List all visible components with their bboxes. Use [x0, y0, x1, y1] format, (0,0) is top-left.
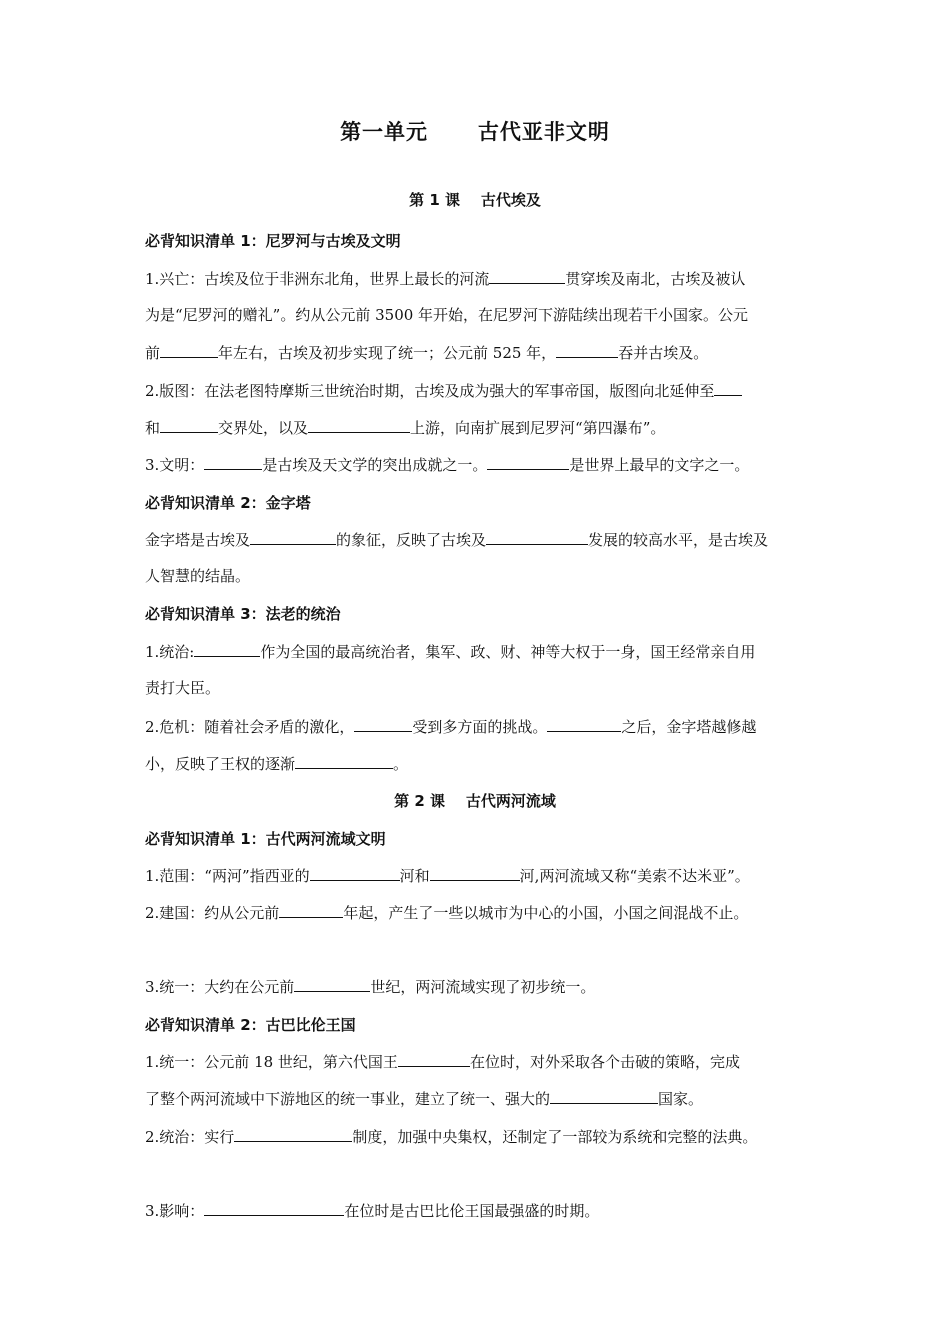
fill-blank[interactable] [354, 716, 412, 732]
text-segment: 小，反映了王权的逐渐 [145, 755, 296, 773]
text-segment: 2.危机：随着社会矛盾的激化， [145, 718, 355, 736]
fill-blank[interactable] [250, 529, 336, 545]
text-segment: 金字塔是古埃及 [145, 531, 251, 549]
text-line [145, 1051, 740, 1072]
fill-blank[interactable] [204, 454, 262, 470]
text-line [145, 976, 595, 997]
text-line [145, 1200, 599, 1221]
text-line [145, 1126, 757, 1147]
text-segment: 和 [145, 419, 161, 437]
lesson-1-title: 第 1 课 古代埃及 [409, 191, 541, 209]
text-segment: 在位时，对外采取各个击破的策略，完成 [469, 1053, 740, 1071]
text-segment: 的象征，反映了古埃及 [336, 531, 487, 549]
fill-blank[interactable] [556, 342, 618, 358]
fill-blank[interactable] [160, 342, 218, 358]
unit-title: 第一单元 古代亚非文明 [340, 120, 610, 144]
lesson-2-list-1-heading: 必背知识清单 1：古代两河流域文明 [145, 830, 386, 848]
text-line [145, 342, 708, 363]
fill-blank[interactable] [310, 865, 400, 881]
text-segment: 制度，加强中央集权，还制定了一部较为系统和完整的法典。 [352, 1128, 758, 1146]
fill-blank[interactable] [204, 1200, 344, 1216]
text-segment: 河和 [399, 867, 430, 885]
text-segment: 是世界上最早的文字之一。 [569, 456, 750, 474]
text-segment: 是古埃及天文学的突出成就之一。 [262, 456, 488, 474]
text-segment: 3.统一：大约在公元前 [145, 978, 295, 996]
text-segment: 吞并古埃及。 [618, 344, 709, 362]
text-segment: 交界处，以及 [218, 419, 309, 437]
text-segment: 在位时是古巴比伦王国最强盛的时期。 [344, 1202, 600, 1220]
text-line [145, 678, 220, 698]
fill-blank[interactable] [398, 1051, 470, 1067]
fill-blank[interactable] [194, 641, 260, 657]
text-segment: 年左右，古埃及初步实现了统一；公元前 525 年， [218, 344, 557, 362]
fill-blank[interactable] [308, 417, 410, 433]
lesson-2-title: 第 2 课 古代两河流域 [394, 792, 556, 810]
fill-blank[interactable] [714, 380, 742, 396]
fill-blank[interactable] [295, 753, 393, 769]
text-segment: 河,两河流域又称“美索不达米亚”。 [519, 867, 750, 885]
text-segment: 2.建国：约从公元前 [145, 904, 280, 922]
text-line [145, 902, 748, 923]
text-segment: 2.版图：在法老图特摩斯三世统治时期，古埃及成为强大的军事帝国，版图向北延伸至 [145, 382, 715, 400]
text-segment: 1.兴亡：古埃及位于非洲东北角，世界上最长的河流 [145, 270, 490, 288]
text-segment: 之后，金字塔越修越 [621, 718, 757, 736]
fill-blank[interactable] [234, 1126, 352, 1142]
text-segment: 人智慧的结晶。 [145, 567, 251, 585]
text-segment: 3.影响： [145, 1202, 205, 1220]
text-line [145, 268, 745, 289]
text-line [145, 566, 250, 586]
text-line [145, 1088, 703, 1109]
text-line [145, 529, 768, 550]
text-line [145, 417, 665, 438]
text-segment: 作为全国的最高统治者，集军、政、财、神等大权于一身，国王经常亲自用 [260, 643, 756, 661]
text-segment: 前 [145, 344, 161, 362]
text-segment: 发展的较高水平，是古埃及 [588, 531, 769, 549]
text-segment: 受到多方面的挑战。 [412, 718, 548, 736]
fill-blank[interactable] [430, 865, 520, 881]
fill-blank[interactable] [279, 902, 343, 918]
fill-blank[interactable] [160, 417, 218, 433]
fill-blank[interactable] [486, 529, 588, 545]
text-segment: 2.统治：实行 [145, 1128, 235, 1146]
text-segment: 上游，向南扩展到尼罗河“第四瀑布”。 [410, 419, 666, 437]
text-line [145, 305, 748, 325]
text-segment: 世纪，两河流域实现了初步统一。 [370, 978, 596, 996]
text-segment: 3.文明： [145, 456, 205, 474]
text-line [145, 716, 756, 737]
text-segment: 国家。 [658, 1090, 704, 1108]
text-line [145, 454, 749, 475]
text-segment: 1.统一：公元前 18 世纪，第六代国王 [145, 1053, 398, 1071]
fill-blank[interactable] [550, 1088, 658, 1104]
lesson-2-list-2-heading: 必背知识清单 2：古巴比伦王国 [145, 1016, 356, 1034]
lesson-1-list-2-heading: 必背知识清单 2：金字塔 [145, 494, 311, 512]
lesson-1-list-3-heading: 必背知识清单 3：法老的统治 [145, 605, 341, 623]
text-line [145, 380, 742, 401]
fill-blank[interactable] [487, 454, 569, 470]
text-segment: 1.统治: [145, 643, 195, 661]
text-line [145, 641, 755, 662]
text-line [145, 865, 750, 886]
text-segment: 了整个两河流域中下游地区的统一事业，建立了统一、强大的 [145, 1090, 551, 1108]
text-segment: 年起，产生了一些以城市为中心的小国，小国之间混战不止。 [343, 904, 749, 922]
fill-blank[interactable] [294, 976, 370, 992]
text-segment: 。 [393, 755, 409, 773]
text-line [145, 753, 408, 774]
fill-blank[interactable] [489, 268, 565, 284]
lesson-1-list-1-heading: 必背知识清单 1：尼罗河与古埃及文明 [145, 232, 401, 250]
text-segment: 1.范围：“两河”指西亚的 [145, 867, 310, 885]
text-segment: 责打大臣。 [145, 679, 221, 697]
text-segment: 为是“尼罗河的赠礼”。约从公元前 3500 年开始，在尼罗河下游陆续出现若干小国家。公元 [145, 306, 749, 324]
text-segment: 贯穿埃及南北，古埃及被认 [565, 270, 746, 288]
fill-blank[interactable] [547, 716, 621, 732]
